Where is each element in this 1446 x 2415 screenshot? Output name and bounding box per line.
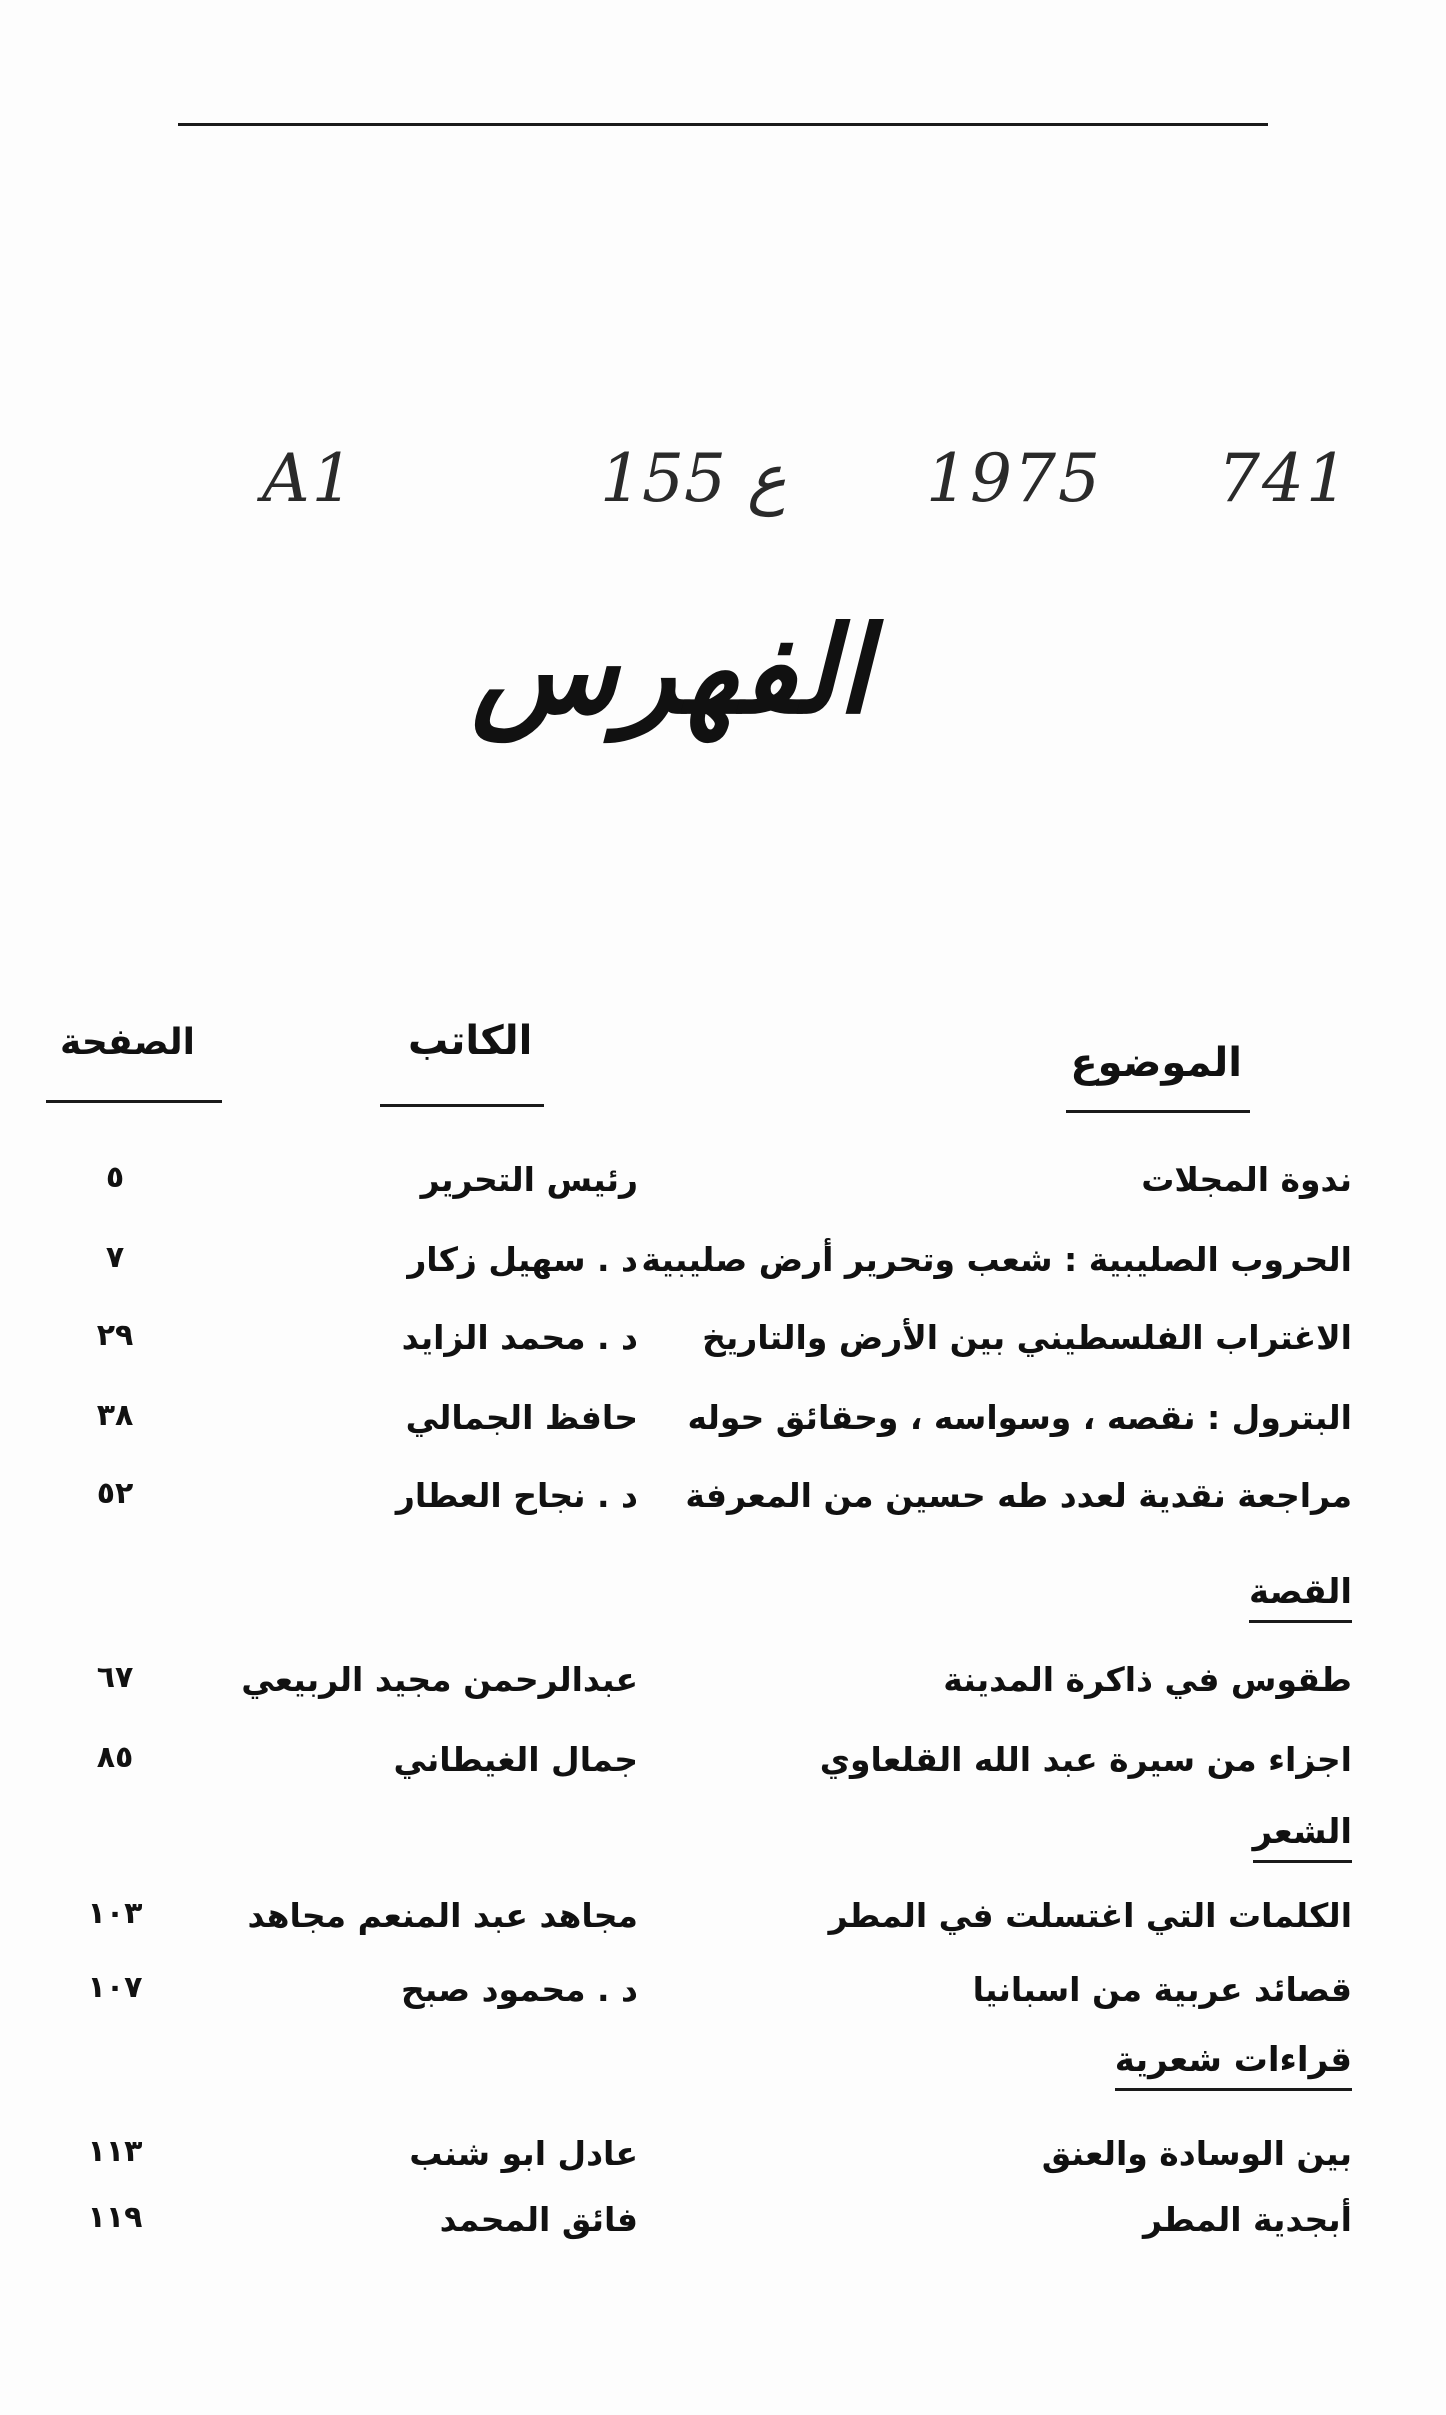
page-title: الفهرس xyxy=(471,600,870,741)
column-header-page: الصفحة xyxy=(60,1022,196,1063)
toc-page-number: ٥ xyxy=(105,1160,125,1195)
toc-row xyxy=(0,1476,1446,1536)
handwritten-catalog-mark: 741 xyxy=(1218,440,1350,517)
column-header-author: الكاتب xyxy=(408,1018,533,1064)
column-underline-topic xyxy=(1066,1110,1250,1113)
toc-topic: قصائد عربية من اسبانيا xyxy=(972,1970,1352,2009)
toc-author: رئيس التحرير xyxy=(420,1160,638,1199)
toc-topic: البترول : نقصه ، وسواسه ، وحقائق حوله xyxy=(687,1398,1352,1437)
toc-row xyxy=(0,1398,1446,1458)
toc-topic: أبجدية المطر xyxy=(1143,2200,1352,2239)
toc-author: د . محمود صبح xyxy=(400,1970,638,2009)
toc-author: د . محمد الزايد xyxy=(401,1318,638,1357)
toc-page-number: ٦٧ xyxy=(96,1660,134,1695)
toc-page-number: ١١٩ xyxy=(87,2200,143,2235)
toc-page-number: ٨٥ xyxy=(96,1740,134,1775)
toc-row xyxy=(0,1896,1446,1956)
toc-row xyxy=(0,1740,1446,1800)
toc-author: جمال الغيطاني xyxy=(393,1740,638,1779)
toc-page-number: ٧ xyxy=(105,1240,125,1275)
toc-topic: مراجعة نقدية لعدد طه حسين من المعرفة xyxy=(685,1476,1352,1515)
toc-topic: الحروب الصليبية : شعب وتحرير أرض صليبية xyxy=(641,1240,1352,1279)
column-underline-author xyxy=(380,1104,544,1107)
toc-page-number: ٢٩ xyxy=(96,1318,134,1353)
toc-row xyxy=(0,1318,1446,1378)
toc-page-number: ٣٨ xyxy=(96,1398,134,1433)
toc-topic: الاغتراب الفلسطيني بين الأرض والتاريخ xyxy=(702,1318,1352,1357)
toc-topic: ندوة المجلات xyxy=(1141,1160,1352,1199)
column-underline-page xyxy=(46,1100,222,1103)
toc-author: مجاهد عبد المنعم مجاهد xyxy=(247,1896,638,1935)
toc-row xyxy=(0,1660,1446,1720)
section-heading: قراءات شعرية xyxy=(1115,2040,1352,2091)
toc-page-number: ٥٢ xyxy=(96,1476,134,1511)
section-heading: الشعر xyxy=(1253,1812,1352,1863)
toc-author: عادل ابو شنب xyxy=(409,2134,638,2173)
toc-row xyxy=(0,2134,1446,2194)
toc-page-number: ١١٣ xyxy=(87,2134,143,2169)
toc-page-number: ١٠٣ xyxy=(87,1896,143,1931)
top-rule xyxy=(178,123,1268,126)
toc-row xyxy=(0,1160,1446,1220)
toc-row xyxy=(0,1240,1446,1300)
toc-author: د . سهيل زكار xyxy=(407,1240,638,1279)
toc-row xyxy=(0,1970,1446,2030)
toc-author: عبدالرحمن مجيد الربيعي xyxy=(241,1660,638,1699)
column-header-topic: الموضوع xyxy=(1070,1040,1242,1086)
handwritten-catalog-mark: 1975 xyxy=(926,440,1102,517)
toc-topic: طقوس في ذاكرة المدينة xyxy=(943,1660,1352,1699)
handwritten-catalog-mark: A1 xyxy=(262,440,356,517)
toc-topic: اجزاء من سيرة عبد الله القلعاوي xyxy=(819,1740,1352,1779)
toc-author: فائق المحمد xyxy=(439,2200,638,2239)
toc-page-number: ١٠٧ xyxy=(87,1970,143,2005)
handwritten-catalog-mark: 155 ع xyxy=(600,440,787,517)
toc-row xyxy=(0,2200,1446,2260)
toc-topic: الكلمات التي اغتسلت في المطر xyxy=(828,1896,1352,1935)
toc-topic: بين الوسادة والعنق xyxy=(1041,2134,1352,2173)
toc-author: حافظ الجمالي xyxy=(405,1398,638,1437)
toc-author: د . نجاح العطار xyxy=(395,1476,638,1515)
section-heading: القصة xyxy=(1249,1572,1352,1623)
